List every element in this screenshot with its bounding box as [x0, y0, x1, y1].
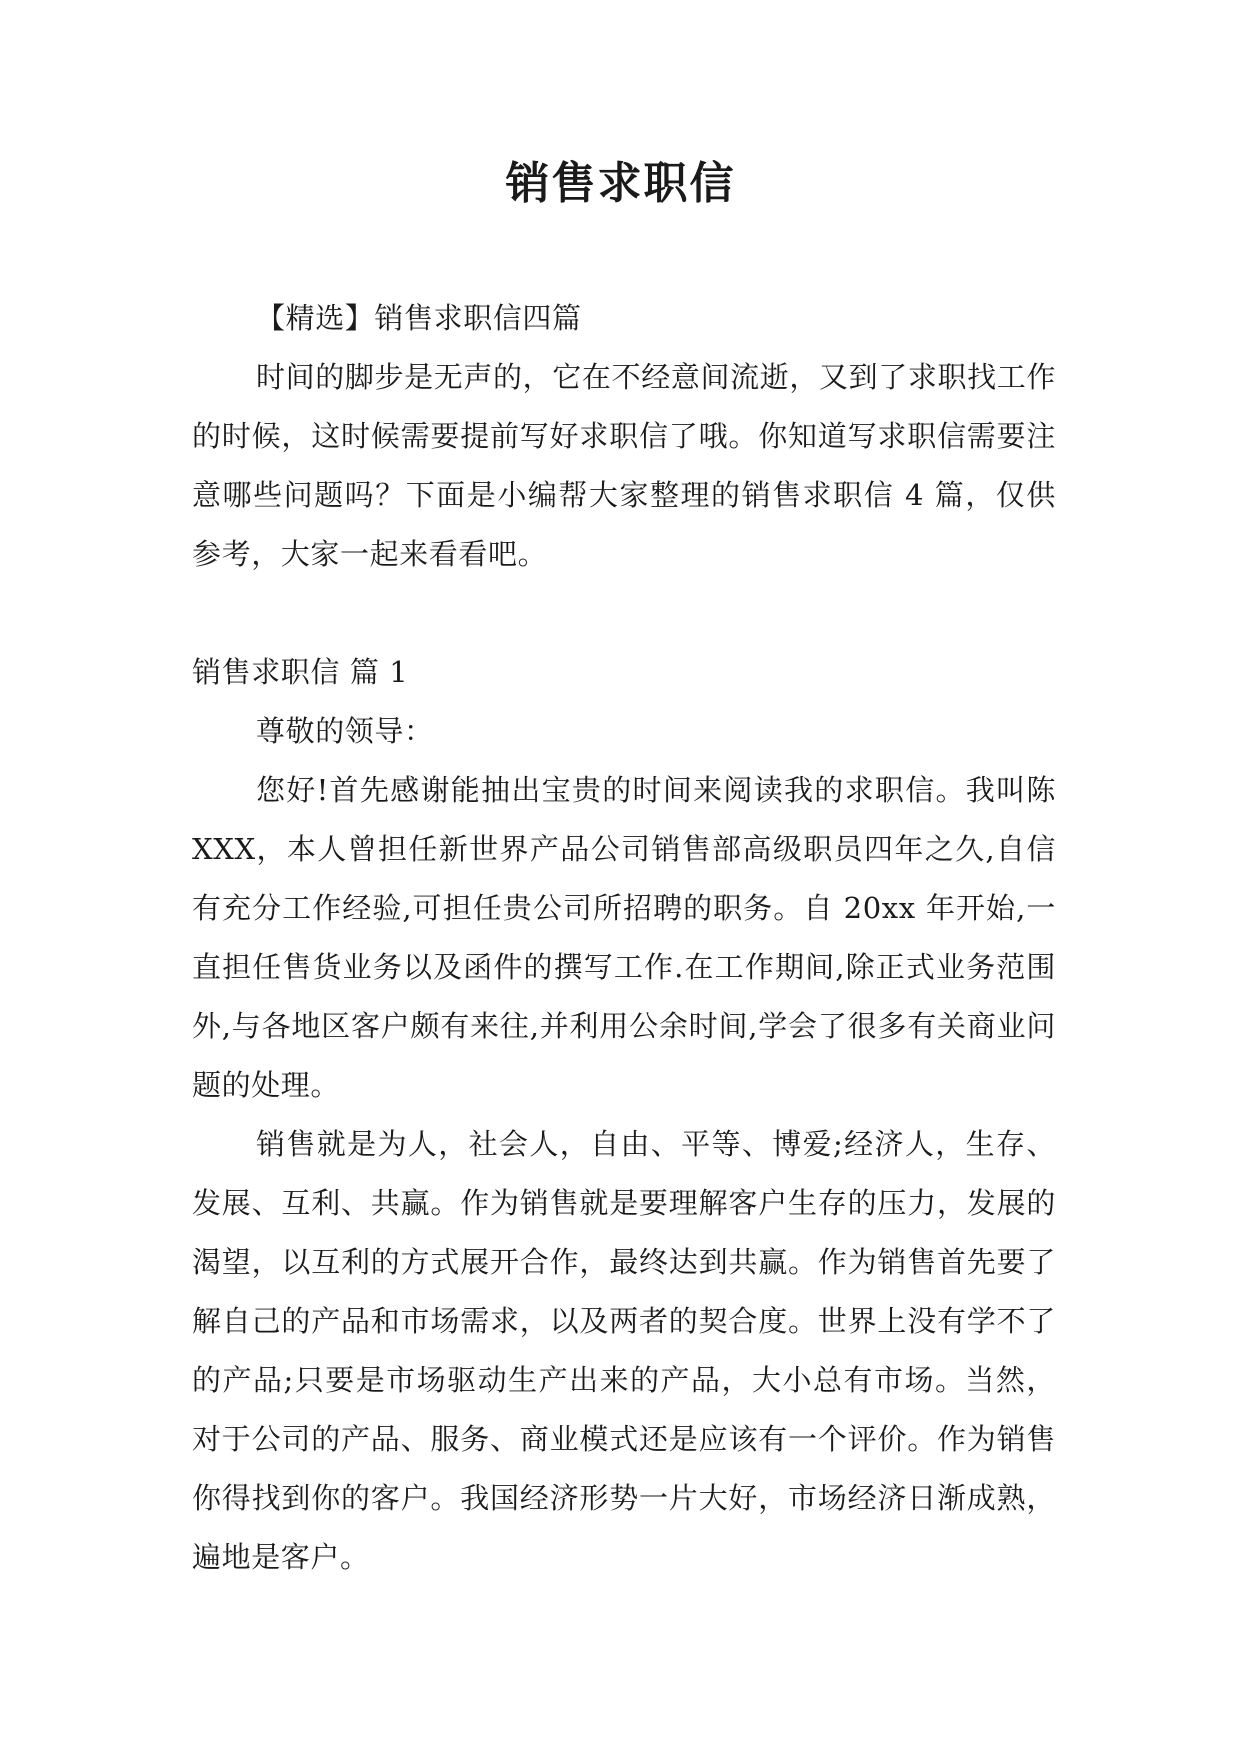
- salutation: 尊敬的领导：: [256, 714, 434, 748]
- body-paragraph: 您好!首先感谢能抽出宝贵的时间来阅读我的求职信。我叫陈 XXX，本人曾担任新世界产品公司销售部高级职员四年之久,自信有充分工作经验,可担任贵公司所招聘的职务。自 20xx 年开始,一直担任售货业务以及函件的撰写工作.在工作期间,除正式业务范围外,与各地区客户颇有来往,并利用公余时间,学会了很多有关商业问题的处理。: [192, 773, 1056, 1102]
- document-title: 销售求职信: [505, 158, 736, 209]
- subtitle-line: 【精选】销售求职信四篇: [256, 301, 582, 335]
- intro-paragraph: 时间的脚步是无声的，它在不经意间流逝，又到了求职找工作的时候，这时候需要提前写好求职信了哦。你知道写求职信需要注意哪些问题吗？下面是小编帮大家整理的销售求职信 4 篇，仅供参考，大家一起来看看吧。: [192, 360, 1056, 571]
- body-paragraph: 销售就是为人，社会人，自由、平等、博爱;经济人，生存、发展、互利、共赢。作为销售就是要理解客户生存的压力，发展的渴望，以互利的方式展开合作，最终达到共赢。作为销售首先要了解自己的产品和市场需求，以及两者的契合度。世界上没有学不了的产品;只要是市场驱动生产出来的产品，大小总有市场。当然，对于公司的产品、服务、商业模式还是应该有一个评价。作为销售你得找到你的客户。我国经济形势一片大好，市场经济日渐成熟，遍地是客户。: [192, 1127, 1056, 1574]
- document-body: [192, 289, 1056, 1587]
- section-heading: 销售求职信 篇 1: [192, 655, 409, 689]
